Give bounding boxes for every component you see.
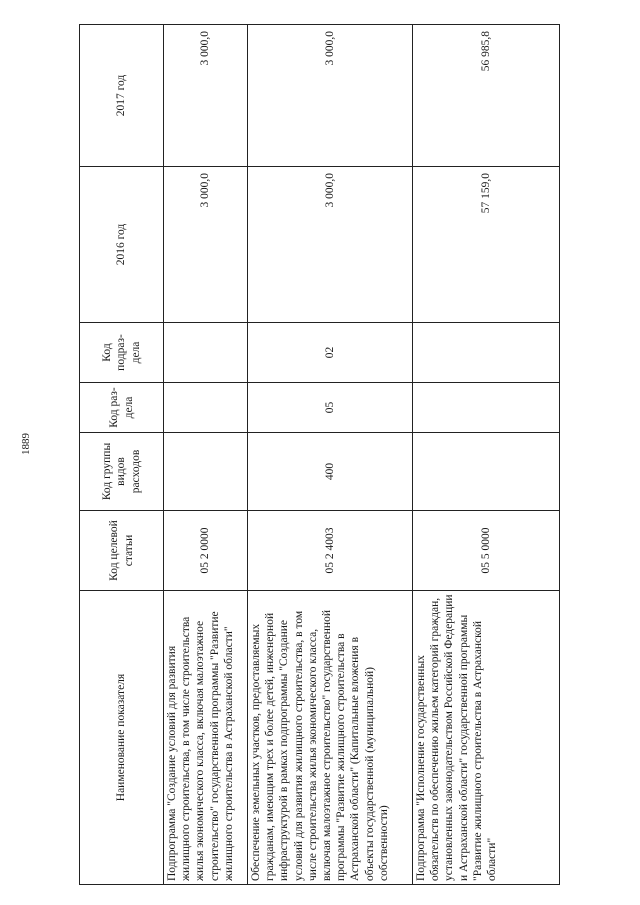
cell-target: 05 5 0000 <box>413 511 560 591</box>
cell-2017: 3 000,0 <box>248 25 413 167</box>
col-header-2017: 2017 год <box>80 25 164 167</box>
col-header-target: Код целевой статьи <box>80 511 164 591</box>
cell-subsection <box>413 323 560 383</box>
col-header-group: Код группы видов расходов <box>80 433 164 511</box>
cell-target: 05 2 4003 <box>248 511 413 591</box>
table-row <box>164 25 248 885</box>
cell-subsection <box>164 323 248 383</box>
col-header-name: Наименование показателя <box>80 591 164 885</box>
cell-2016: 3 000,0 <box>164 167 248 323</box>
cell-target: 05 2 0000 <box>164 511 248 591</box>
cell-group <box>164 433 248 511</box>
cell-name: Обеспечение земельных участков, предоставляемых гражданам, имеющим трех и более детей, инженерной инфраструктурой в рамках подпрограммы "Создание условий для развития жилищного строительства, в том числе строительства жилья экономического класса, включая малоэтажное строительство" государственной программы "Развитие жилищного строительства в Астраханской области" (Капитальные вложения в объекты государственной (муниципальной) собственности) <box>248 591 413 885</box>
cell-subsection: 02 <box>248 323 413 383</box>
rotated-table-wrapper <box>79 25 559 885</box>
cell-section: 05 <box>248 383 413 433</box>
cell-2016: 3 000,0 <box>248 167 413 323</box>
cell-2016: 57 159,0 <box>413 167 560 323</box>
page-number: 1889 <box>20 433 32 455</box>
cell-name: Подпрограмма "Создание условий для развития жилищного строительства, в том числе строительства жилья экономического класса, включая малоэтажное строительство" государственной программы "Развитие жилищного строительства в Астраханской области" <box>164 591 248 885</box>
cell-section <box>164 383 248 433</box>
table-row <box>413 25 560 885</box>
col-header-section: Код раз-дела <box>80 383 164 433</box>
cell-2017: 56 985,8 <box>413 25 560 167</box>
col-header-subsection: Код подраз-дела <box>80 323 164 383</box>
cell-2017: 3 000,0 <box>164 25 248 167</box>
col-header-2016: 2016 год <box>80 167 164 323</box>
header-row <box>80 25 164 885</box>
cell-group: 400 <box>248 433 413 511</box>
cell-name: Подпрограмма "Исполнение государственных обязательств по обеспечению жильем категорий граждан, установленных законодательством Российской Федерации и Астраханской области" государственной программы "Развитие жилищного строительства в Астраханской области" <box>413 591 560 885</box>
cell-section <box>413 383 560 433</box>
table-row <box>248 25 413 885</box>
cell-group <box>413 433 560 511</box>
budget-table <box>79 24 560 885</box>
